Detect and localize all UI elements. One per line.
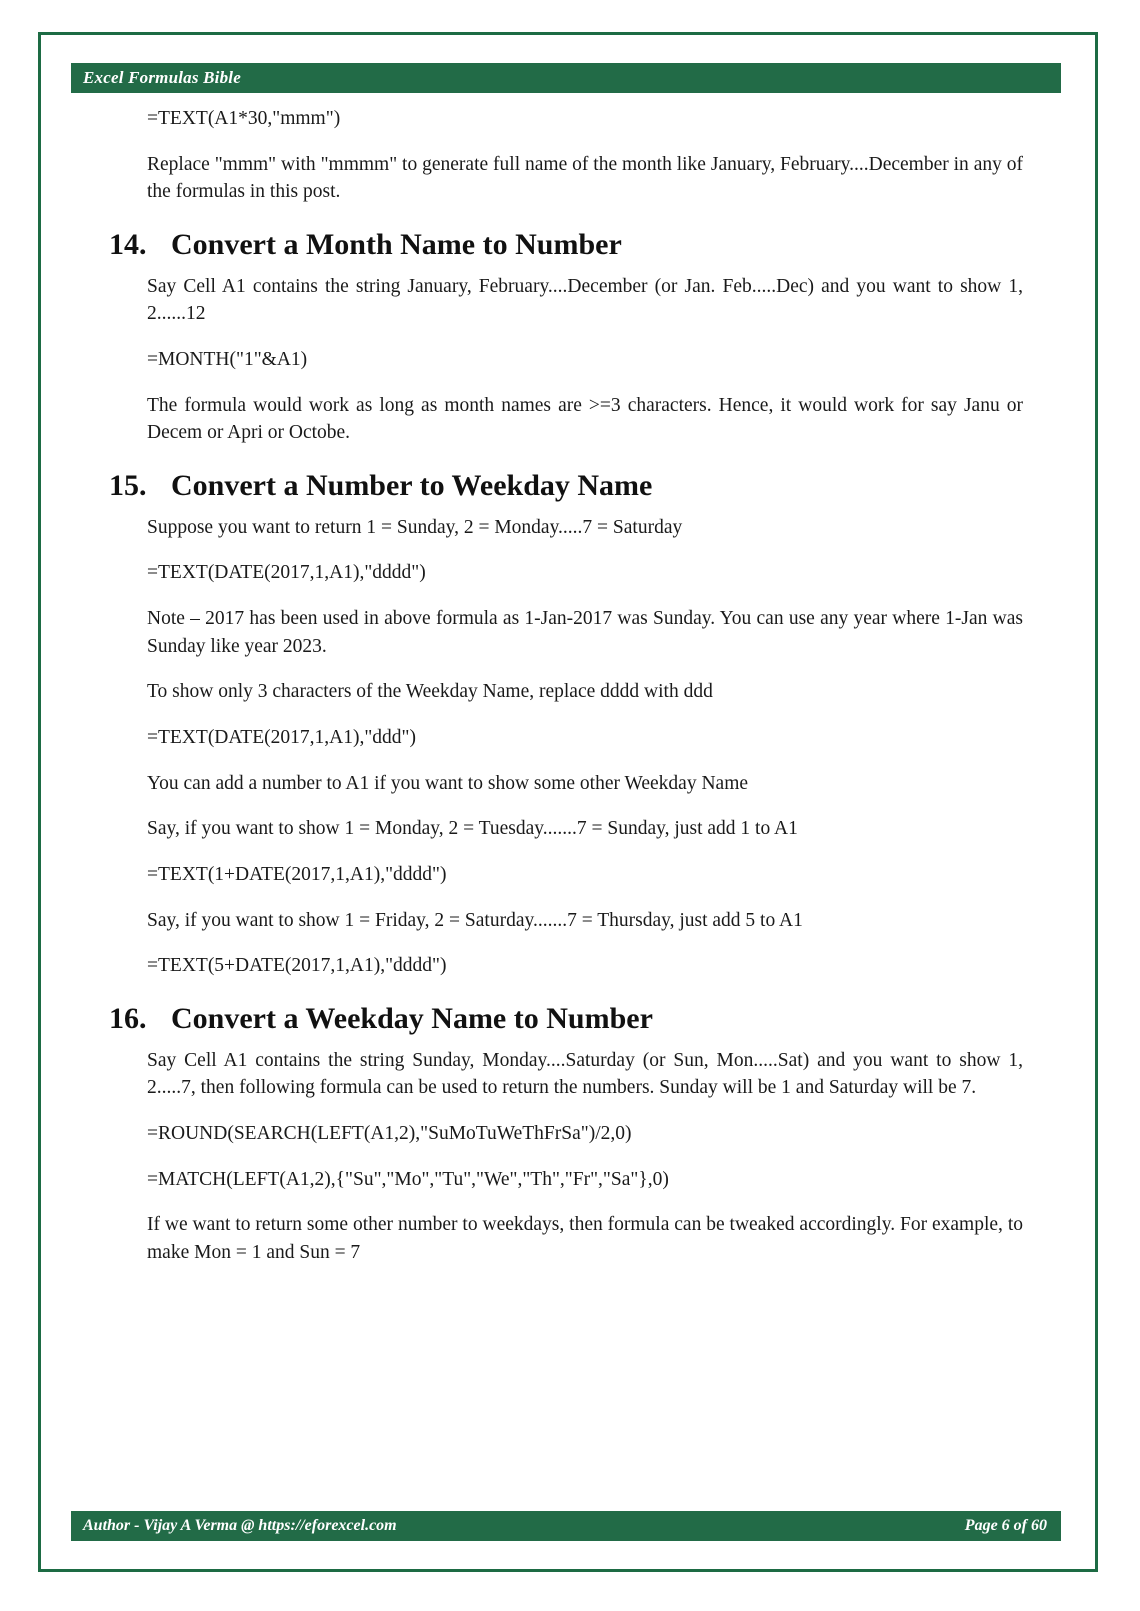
footer-page-number: Page 6 of 60 (964, 1517, 1047, 1534)
heading-14-title: Convert a Month Name to Number (171, 228, 622, 262)
document-content (71, 105, 1061, 1285)
formula-text-1-dddd: =TEXT(1+DATE(2017,1,A1),"dddd") (147, 864, 447, 885)
paragraph-say-monday: Say, if you want to show 1 = Monday, 2 = Tuesday.......7 = Sunday, just add 1 to A1 (147, 818, 798, 840)
paragraph-replace-mmm: Replace "mmm" with "mmmm" to generate full name of the month like January, February....December in any of the formulas in this post. (147, 153, 1023, 203)
paragraph-month-note: The formula would work as long as month names are >=3 characters. Hence, it would work for say Janu or Decem or Apri or Octobe. (147, 394, 1023, 444)
formula-text-dddd: =TEXT(DATE(2017,1,A1),"dddd") (147, 562, 426, 584)
formula-month: =MONTH("1"&A1) (147, 348, 308, 370)
page-header-band (71, 63, 1061, 93)
formula-text-5-dddd: =TEXT(5+DATE(2017,1,A1),"dddd") (147, 955, 447, 977)
document-page (38, 32, 1098, 1572)
footer-author-text: Author - Vijay A Verma @ https://eforexcel.com (83, 1517, 397, 1534)
heading-16-number: 16. (109, 1002, 147, 1036)
page-header-title: Excel Formulas Bible (83, 68, 241, 87)
heading-15-number: 15. (109, 469, 147, 502)
page-inner (41, 35, 1095, 1569)
paragraph-note-2017: Note – 2017 has been used in above formula as 1-Jan-2017 was Sunday. You can use any year where 1-Jan was Sunday like year 2023. (147, 607, 1023, 657)
paragraph-add-number: You can add a number to A1 if you want to show some other Weekday Name (147, 772, 749, 794)
heading-16-title: Convert a Weekday Name to Number (171, 1002, 653, 1036)
heading-15-title: Convert a Number to Weekday Name (171, 469, 653, 502)
formula-text-mmm: =TEXT(A1*30,"mmm") (147, 108, 341, 129)
page-footer-band (71, 1511, 1061, 1541)
heading-14-number: 14. (109, 228, 147, 262)
paragraph-tweak: If we want to return some other number to weekdays, then formula can be tweaked accordingly. For example, to make Mon = 1 and Sun = 7 (147, 1214, 1023, 1263)
paragraph-suppose-return: Suppose you want to return 1 = Sunday, 2 = Monday.....7 = Saturday (147, 516, 683, 538)
formula-round-search: =ROUND(SEARCH(LEFT(A1,2),"SuMoTuWeThFrSa")/2,0) (147, 1122, 632, 1144)
heading-14 (109, 228, 1061, 263)
paragraph-weekday-intro: Say Cell A1 contains the string Sunday, Monday....Saturday (or Sun, Mon.....Sat) and you want to show 1, 2.....7, then following formula can be used to return the numbers. Sunday will be 1 and Saturday will be 7. (147, 1049, 1023, 1099)
formula-match-left: =MATCH(LEFT(A1,2),{"Su","Mo","Tu","We","Th","Fr","Sa"},0) (147, 1168, 669, 1190)
paragraph-show-3-chars: To show only 3 characters of the Weekday Name, replace dddd with ddd (147, 681, 713, 703)
formula-text-ddd: =TEXT(DATE(2017,1,A1),"ddd") (147, 726, 416, 748)
paragraph-say-friday: Say, if you want to show 1 = Friday, 2 = Saturday.......7 = Thursday, just add 5 to A1 (147, 909, 803, 931)
paragraph-month-intro: Say Cell A1 contains the string January, February....December (or Jan. Feb.....Dec) and you want to show 1, 2......12 (147, 275, 1023, 325)
heading-16 (109, 1002, 1061, 1037)
heading-15 (109, 469, 1061, 504)
